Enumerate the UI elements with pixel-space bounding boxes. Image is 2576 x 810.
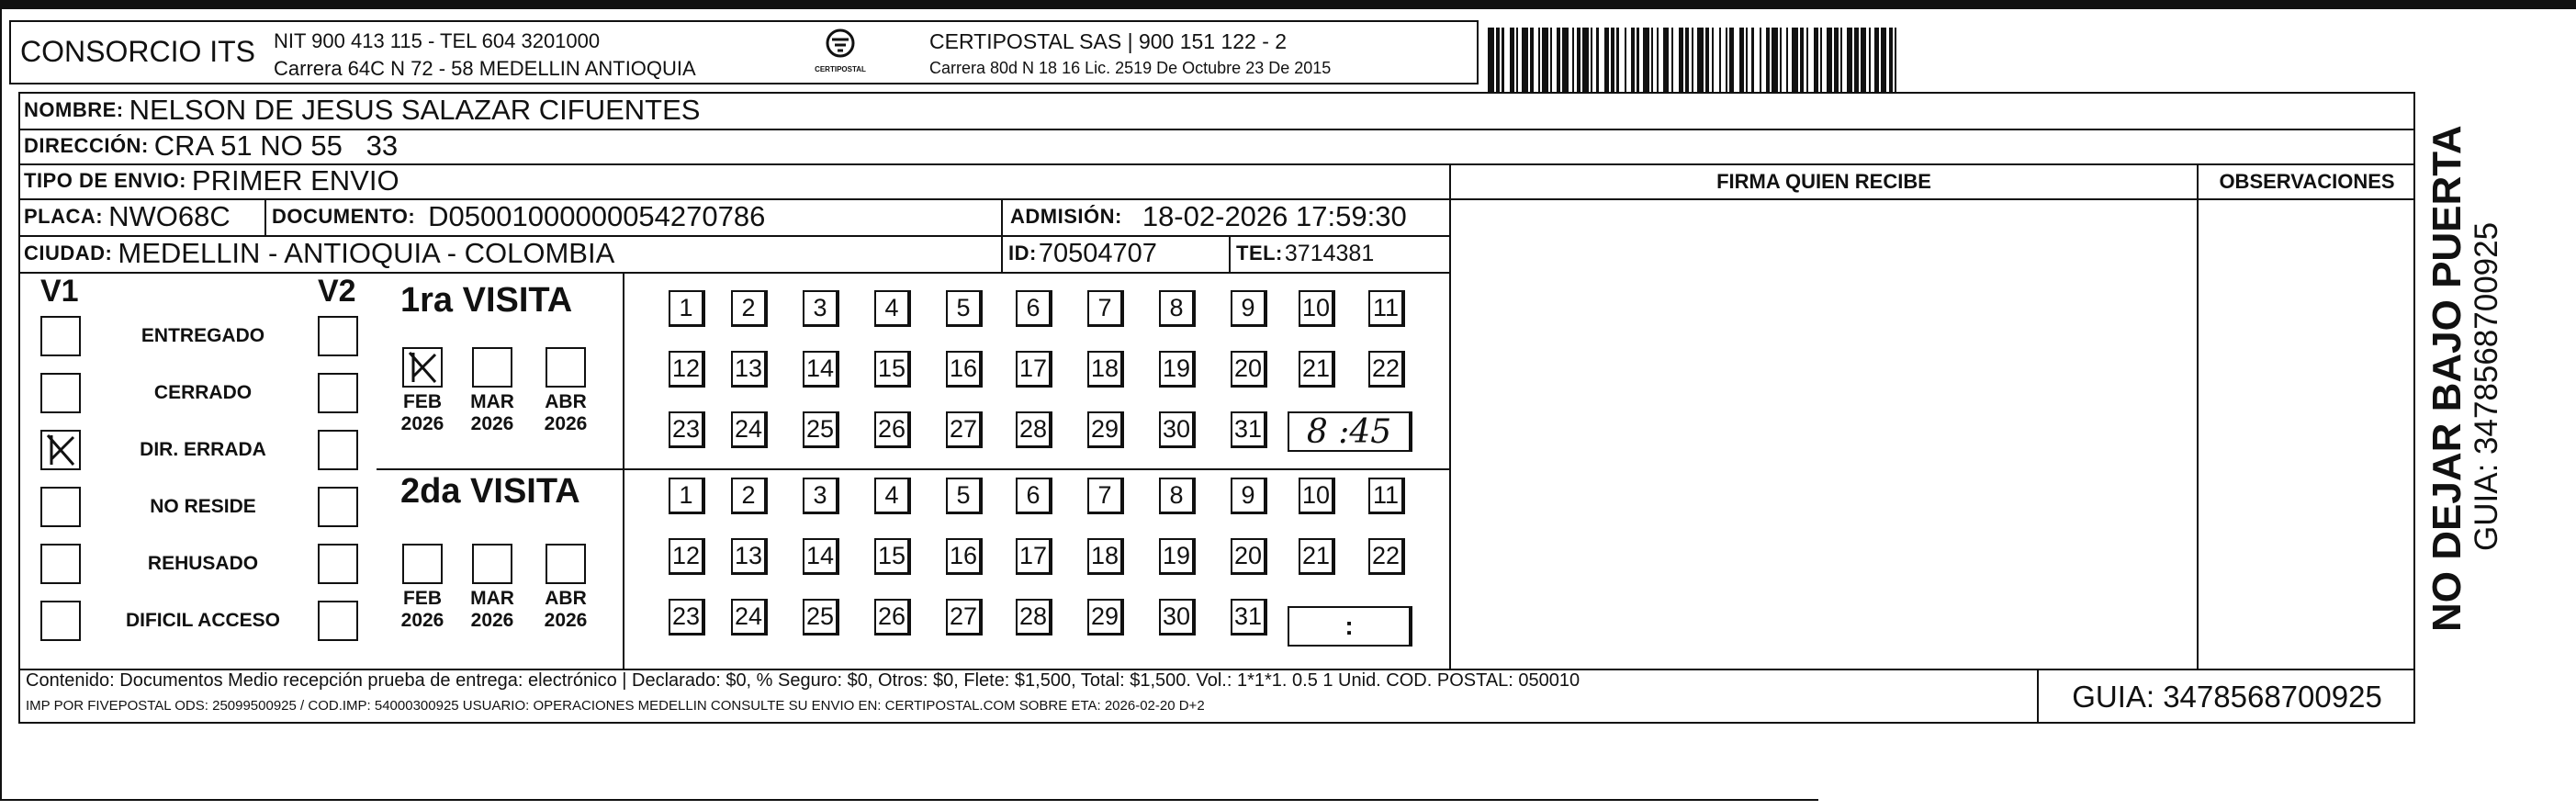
tel-value: 3714381 [1284, 240, 1375, 266]
barcode-bar [1847, 28, 1853, 92]
first-visit-day[interactable]: 24 [731, 411, 768, 448]
second-visit-month-checkbox[interactable] [402, 544, 443, 584]
barcode-gap [1714, 28, 1720, 92]
signature-area[interactable] [1451, 200, 2197, 667]
col-divider [1229, 235, 1231, 272]
second-visit-day[interactable]: 28 [1016, 599, 1052, 636]
first-visit-day[interactable]: 2 [731, 290, 768, 327]
first-visit-day[interactable]: 10 [1299, 290, 1335, 327]
second-visit-day[interactable]: 22 [1368, 538, 1405, 575]
second-visit-day[interactable]: 29 [1087, 599, 1124, 636]
second-visit-day[interactable]: 31 [1231, 599, 1267, 636]
first-visit-day[interactable]: 26 [874, 411, 911, 448]
barcode-bar [1772, 28, 1778, 92]
first-visit-day[interactable]: 12 [669, 351, 705, 388]
second-visit-day[interactable]: 26 [874, 599, 911, 636]
status-label: REHUSADO [147, 553, 259, 574]
barcode-bar [1697, 28, 1704, 92]
second-visit-day[interactable]: 25 [803, 599, 839, 636]
left-edge [0, 9, 2, 801]
tipo-label: TIPO DE ENVIO: [24, 169, 186, 192]
barcode [1488, 28, 2222, 92]
status-label: ENTREGADO [141, 325, 265, 346]
first-visit-day[interactable]: 17 [1016, 351, 1052, 388]
certipostal-logo [808, 28, 872, 81]
barcode-bar [1488, 28, 1494, 92]
row-divider [18, 272, 1449, 274]
second-visit-day[interactable]: 18 [1087, 538, 1124, 575]
month-name: MAR [470, 588, 514, 609]
header [0, 9, 2576, 92]
second-visit-day[interactable]: 20 [1231, 538, 1267, 575]
first-visit-day[interactable]: 23 [669, 411, 705, 448]
firma-label: FIRMA QUIEN RECIBE [1716, 170, 1931, 193]
month-name: FEB [403, 588, 442, 609]
second-visit-day[interactable]: 19 [1159, 538, 1196, 575]
admision-label: ADMISIÓN: [1010, 205, 1122, 228]
observations-area[interactable] [2199, 200, 2415, 667]
first-visit-title: 1ra VISITA [400, 281, 573, 320]
barcode-bar [1542, 28, 1548, 92]
second-visit-day[interactable]: 23 [669, 599, 705, 636]
carrier-name: CERTIPOSTAL SAS | 900 151 122 - 2 [929, 29, 1288, 53]
second-visit-day[interactable]: 2 [731, 478, 768, 514]
first-visit-day[interactable]: 6 [1016, 290, 1052, 327]
second-visit-day[interactable]: 1 [669, 478, 705, 514]
month-name: ABR [545, 391, 587, 412]
v1-checkbox[interactable] [40, 430, 81, 470]
barcode-gap [1734, 28, 1740, 92]
status-label: DIR. ERRADA [140, 439, 266, 460]
first-visit-day[interactable]: 28 [1016, 411, 1052, 448]
month-name: ABR [545, 588, 587, 609]
carrier-address: Carrera 80d N 18 16 Lic. 2519 De Octubre 23 De 2015 [929, 59, 1332, 77]
company-nit: NIT 900 413 115 - TEL 604 3201000 [274, 29, 601, 52]
month-year: 2026 [544, 610, 588, 631]
v1-checkbox[interactable] [40, 316, 81, 356]
barcode-gap [1619, 28, 1625, 92]
tipo-row [24, 163, 399, 198]
barcode-bar [1643, 28, 1649, 92]
second-visit-day[interactable]: 14 [803, 538, 839, 575]
col-divider [264, 198, 266, 235]
first-visit-month-label [468, 391, 516, 435]
ciudad-label: CIUDAD: [24, 242, 113, 264]
company-address: Carrera 64C N 72 - 58 MEDELLIN ANTIOQUIA [274, 57, 696, 80]
barcode-gap [1896, 28, 1903, 92]
direccion-value: CRA 51 NO 55 33 [153, 129, 399, 162]
first-visit-day[interactable]: 29 [1087, 411, 1124, 448]
first-visit-day[interactable]: 25 [803, 411, 839, 448]
footer-contenido: Contenido: Documentos Medio recepción prueba de entrega: electrónico | Declarado: $0, % Seguro: $0, Otros: $0, Flete: $1,500, Total: $1,500. Vol.: 1*1*1. 0.5 1 Unid. COD. POSTAL: 050010 [26, 670, 1580, 691]
barcode-gap [1808, 28, 1815, 92]
second-visit-day[interactable]: 15 [874, 538, 911, 575]
col-divider [1001, 198, 1003, 272]
second-visit-day[interactable]: 24 [731, 599, 768, 636]
barcode-bar [1522, 28, 1528, 92]
v2-checkbox[interactable] [318, 601, 358, 641]
first-visit-month-label [399, 391, 446, 435]
first-time-box[interactable] [1288, 411, 1412, 452]
placa-label: PLACA: [24, 205, 104, 228]
first-visit-day[interactable]: 5 [946, 290, 983, 327]
v2-checkbox[interactable] [318, 544, 358, 584]
second-visit-month-checkbox[interactable] [546, 544, 586, 584]
v1-checkbox[interactable] [40, 601, 81, 641]
check-mark-icon [404, 349, 441, 386]
second-visit-day[interactable]: 27 [946, 599, 983, 636]
barcode-bar [1792, 28, 1798, 92]
status-label: NO RESIDE [150, 496, 256, 517]
second-visit-month-label [399, 588, 446, 632]
second-visit-day[interactable]: 30 [1159, 599, 1196, 636]
first-visit-day[interactable]: 1 [669, 290, 705, 327]
second-visit-month-label [542, 588, 590, 632]
second-visit-day[interactable]: 3 [803, 478, 839, 514]
first-visit-day[interactable]: 27 [946, 411, 983, 448]
second-visit-day[interactable]: 7 [1087, 478, 1124, 514]
ciudad-cell [24, 235, 614, 272]
second-visit-day[interactable]: 5 [946, 478, 983, 514]
top-edge-bar [0, 0, 2576, 9]
first-visit-day[interactable]: 20 [1231, 351, 1267, 388]
first-visit-day[interactable]: 18 [1087, 351, 1124, 388]
second-visit-month-checkbox[interactable] [472, 544, 512, 584]
second-visit-day[interactable]: 12 [669, 538, 705, 575]
first-visit-day[interactable]: 7 [1087, 290, 1124, 327]
barcode-bar [1881, 28, 1887, 92]
bottom-edge [0, 799, 1818, 801]
nombre-row [24, 92, 700, 129]
barcode-bar [1827, 28, 1833, 92]
barcode-gap [1673, 28, 1680, 92]
second-visit-day[interactable]: 11 [1368, 478, 1405, 514]
side-guia: GUIA: 3478568700925 [2469, 221, 2504, 551]
documento-cell [272, 198, 765, 235]
month-year: 2026 [470, 413, 514, 434]
second-visit-day[interactable]: 6 [1016, 478, 1052, 514]
first-visit-day[interactable]: 3 [803, 290, 839, 327]
first-visit-day[interactable]: 13 [731, 351, 768, 388]
second-visit-day[interactable]: 16 [946, 538, 983, 575]
first-visit-day[interactable]: 8 [1159, 290, 1196, 327]
v1-checkbox[interactable] [40, 373, 81, 413]
second-visit-day[interactable]: 17 [1016, 538, 1052, 575]
second-visit-day[interactable]: 10 [1299, 478, 1335, 514]
placa-cell [24, 198, 231, 235]
tipo-value: PRIMER ENVIO [191, 164, 399, 197]
first-visit-day[interactable]: 30 [1159, 411, 1196, 448]
status-label: DIFICIL ACCESO [125, 610, 280, 631]
direccion-label: DIRECCIÓN: [24, 134, 149, 157]
second-visit-month-label [468, 588, 516, 632]
nombre-value: NELSON DE JESUS SALAZAR CIFUENTES [129, 94, 701, 126]
documento-label: DOCUMENTO: [272, 205, 416, 228]
direccion-row [24, 129, 398, 163]
ciudad-value: MEDELLIN - ANTIOQUIA - COLOMBIA [118, 237, 615, 269]
first-visit-day[interactable]: 9 [1231, 290, 1267, 327]
documento-value: D05001000000054270786 [428, 200, 766, 232]
first-visit-month-checkbox[interactable] [472, 347, 512, 388]
v1-checkbox[interactable] [40, 544, 81, 584]
footer-guia: GUIA: 3478568700925 [2072, 680, 2382, 714]
second-visit-title: 2da VISITA [400, 472, 580, 511]
check-mark-icon [42, 432, 79, 468]
month-name: FEB [403, 391, 442, 412]
id-label: ID: [1008, 242, 1037, 264]
placa-value: NWO68C [108, 200, 231, 232]
logo-text: CERTIPOSTAL [815, 65, 866, 73]
first-visit-month-label [542, 391, 590, 435]
barcode-bar [1861, 28, 1867, 92]
no-dejar-bajo-puerta: NO DEJAR BAJO PUERTA [2424, 125, 2469, 632]
second-visit-day[interactable]: 9 [1231, 478, 1267, 514]
barcode-bar [1582, 28, 1589, 92]
v2-checkbox[interactable] [318, 430, 358, 470]
first-visit-day[interactable]: 19 [1159, 351, 1196, 388]
tel-cell [1236, 235, 1374, 272]
v2-header: V2 [318, 274, 356, 309]
first-visit-day[interactable]: 21 [1299, 351, 1335, 388]
barcode-gap [1504, 28, 1511, 92]
tel-label: TEL: [1236, 242, 1283, 264]
barcode-bar [1663, 28, 1670, 92]
visit-divider [377, 468, 1449, 470]
first-visit-day[interactable]: 15 [874, 351, 911, 388]
v2-checkbox[interactable] [318, 373, 358, 413]
barcode-gap [1754, 28, 1760, 92]
second-visit-day[interactable]: 8 [1159, 478, 1196, 514]
month-year: 2026 [400, 413, 444, 434]
v1-header: V1 [40, 274, 79, 309]
first-visit-month-checkbox[interactable] [546, 347, 586, 388]
second-time-value: : [1344, 612, 1354, 640]
second-visit-day[interactable]: 4 [874, 478, 911, 514]
id-cell [1008, 235, 1157, 272]
first-visit-day[interactable]: 14 [803, 351, 839, 388]
observaciones-label: OBSERVACIONES [2219, 170, 2395, 193]
v2-checkbox[interactable] [318, 316, 358, 356]
barcode-gap [1599, 28, 1605, 92]
month-year: 2026 [400, 610, 444, 631]
v1-checkbox[interactable] [40, 487, 81, 527]
first-visit-day[interactable]: 31 [1231, 411, 1267, 448]
first-visit-month-checkbox[interactable] [402, 347, 443, 388]
admision-cell [1010, 198, 1407, 235]
id-value: 70504707 [1038, 238, 1157, 268]
col-divider [623, 272, 624, 669]
barcode-bar [1562, 28, 1569, 92]
status-label: CERRADO [153, 382, 253, 403]
nombre-label: NOMBRE: [24, 98, 124, 121]
first-visit-day[interactable]: 22 [1368, 351, 1405, 388]
company-name: CONSORCIO ITS [20, 35, 256, 68]
month-year: 2026 [470, 610, 514, 631]
month-year: 2026 [544, 413, 588, 434]
admision-value: 18-02-2026 17:59:30 [1142, 200, 1407, 232]
v2-checkbox[interactable] [318, 487, 358, 527]
second-visit-day[interactable]: 13 [731, 538, 768, 575]
certipostal-logo-icon [822, 28, 859, 61]
footer-imp: IMP POR FIVEPOSTAL ODS: 25099500925 / COD.IMP: 54000300925 USUARIO: OPERACIONES MEDELLIN CONSULTE SU ENVIO EN: CERTIPOSTAL.COM SOBRE ETA: 2026-02-20 D+2 [26, 698, 1205, 714]
month-name: MAR [470, 391, 514, 412]
first-visit-day[interactable]: 11 [1368, 290, 1405, 327]
second-visit-day[interactable]: 21 [1299, 538, 1335, 575]
second-time-box[interactable] [1288, 606, 1412, 647]
first-visit-day[interactable]: 4 [874, 290, 911, 327]
first-time-value: 8 :45 [1306, 412, 1392, 451]
first-visit-day[interactable]: 16 [946, 351, 983, 388]
